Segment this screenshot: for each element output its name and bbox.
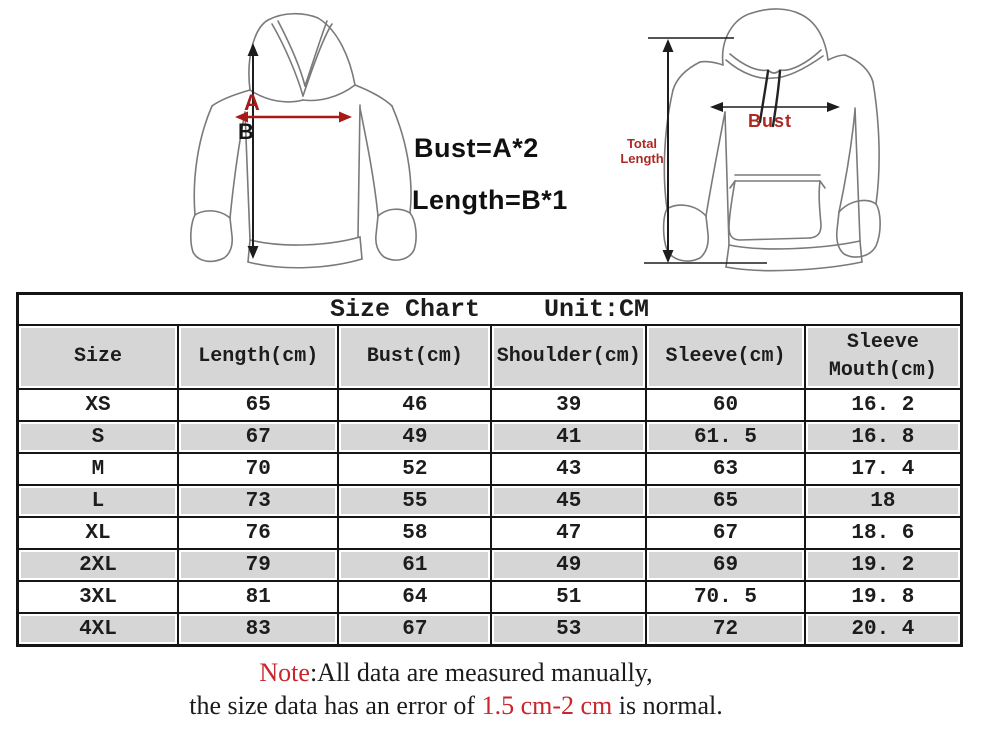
- value-cell: 20. 4: [805, 613, 962, 646]
- table-row-s: [18, 421, 962, 453]
- value-cell: 76: [178, 517, 338, 549]
- value-cell: 55: [338, 485, 491, 517]
- table-unit: Unit:CM: [544, 295, 650, 324]
- value-cell: 49: [338, 421, 491, 453]
- table-header-row: [18, 325, 962, 389]
- size-cell: XS: [18, 389, 178, 421]
- value-cell: 72: [646, 613, 805, 646]
- note-prefix: Note: [259, 658, 310, 687]
- table-row-2xl: [18, 549, 962, 581]
- value-cell: 65: [646, 485, 805, 517]
- value-cell: 70: [178, 453, 338, 485]
- value-cell: 61. 5: [646, 421, 805, 453]
- total-length-label: Total Length: [620, 136, 664, 166]
- value-cell: 39: [491, 389, 646, 421]
- value-cell: 64: [338, 581, 491, 613]
- table-row-m: [18, 453, 962, 485]
- note-error-range: 1.5 cm-2 cm: [481, 691, 613, 720]
- value-cell: 60: [646, 389, 805, 421]
- length-formula: Length=B*1: [412, 185, 568, 215]
- value-cell: 41: [491, 421, 646, 453]
- measure-label-b: B: [238, 119, 254, 144]
- size-cell: XL: [18, 517, 178, 549]
- value-cell: 58: [338, 517, 491, 549]
- table-row-4xl: [18, 613, 962, 646]
- bust-label: Bust: [748, 111, 792, 131]
- value-cell: 70. 5: [646, 581, 805, 613]
- table-row-xs: [18, 389, 962, 421]
- size-cell: 4XL: [18, 613, 178, 646]
- measure-label-a: A: [244, 90, 260, 115]
- value-cell: 16. 2: [805, 389, 962, 421]
- measurement-note: [0, 656, 912, 722]
- column-header-sleeve-mouth: Sleeve Mouth(cm): [805, 325, 962, 389]
- table-title-row: [18, 294, 962, 326]
- size-cell: L: [18, 485, 178, 517]
- column-header-sleeve: Sleeve(cm): [646, 325, 805, 389]
- note-line-1: Note:All data are measured manually,: [259, 658, 653, 687]
- value-cell: 83: [178, 613, 338, 646]
- column-header-length: Length(cm): [178, 325, 338, 389]
- size-cell: 2XL: [18, 549, 178, 581]
- value-cell: 61: [338, 549, 491, 581]
- value-cell: 49: [491, 549, 646, 581]
- column-header-shoulder: Shoulder(cm): [491, 325, 646, 389]
- value-cell: 19. 8: [805, 581, 962, 613]
- value-cell: 67: [338, 613, 491, 646]
- size-chart-table: [16, 292, 963, 647]
- value-cell: 53: [491, 613, 646, 646]
- front-hoodie-diagram: [188, 8, 428, 280]
- value-cell: 69: [646, 549, 805, 581]
- value-cell: 45: [491, 485, 646, 517]
- column-header-size: Size: [18, 325, 178, 389]
- value-cell: 19. 2: [805, 549, 962, 581]
- value-cell: 46: [338, 389, 491, 421]
- value-cell: 52: [338, 453, 491, 485]
- value-cell: 63: [646, 453, 805, 485]
- column-header-bust: Bust(cm): [338, 325, 491, 389]
- value-cell: 79: [178, 549, 338, 581]
- size-cell: S: [18, 421, 178, 453]
- value-cell: 18. 6: [805, 517, 962, 549]
- front-hoodie-art: [191, 14, 416, 268]
- value-cell: 67: [178, 421, 338, 453]
- table-title: Size Chart: [329, 295, 480, 324]
- back-hoodie-art: [664, 9, 881, 271]
- value-cell: 65: [178, 389, 338, 421]
- table-row-l: [18, 485, 962, 517]
- size-cell: 3XL: [18, 581, 178, 613]
- value-cell: 51: [491, 581, 646, 613]
- table-row-3xl: [18, 581, 962, 613]
- value-cell: 16. 8: [805, 421, 962, 453]
- value-cell: 18: [805, 485, 962, 517]
- value-cell: 47: [491, 517, 646, 549]
- note-line-2: the size data has an error of 1.5 cm-2 cm is normal.: [189, 691, 723, 720]
- table-row-xl: [18, 517, 962, 549]
- value-cell: 73: [178, 485, 338, 517]
- size-cell: M: [18, 453, 178, 485]
- value-cell: 17. 4: [805, 453, 962, 485]
- value-cell: 81: [178, 581, 338, 613]
- value-cell: 67: [646, 517, 805, 549]
- bust-formula: Bust=A*2: [414, 133, 539, 163]
- value-cell: 43: [491, 453, 646, 485]
